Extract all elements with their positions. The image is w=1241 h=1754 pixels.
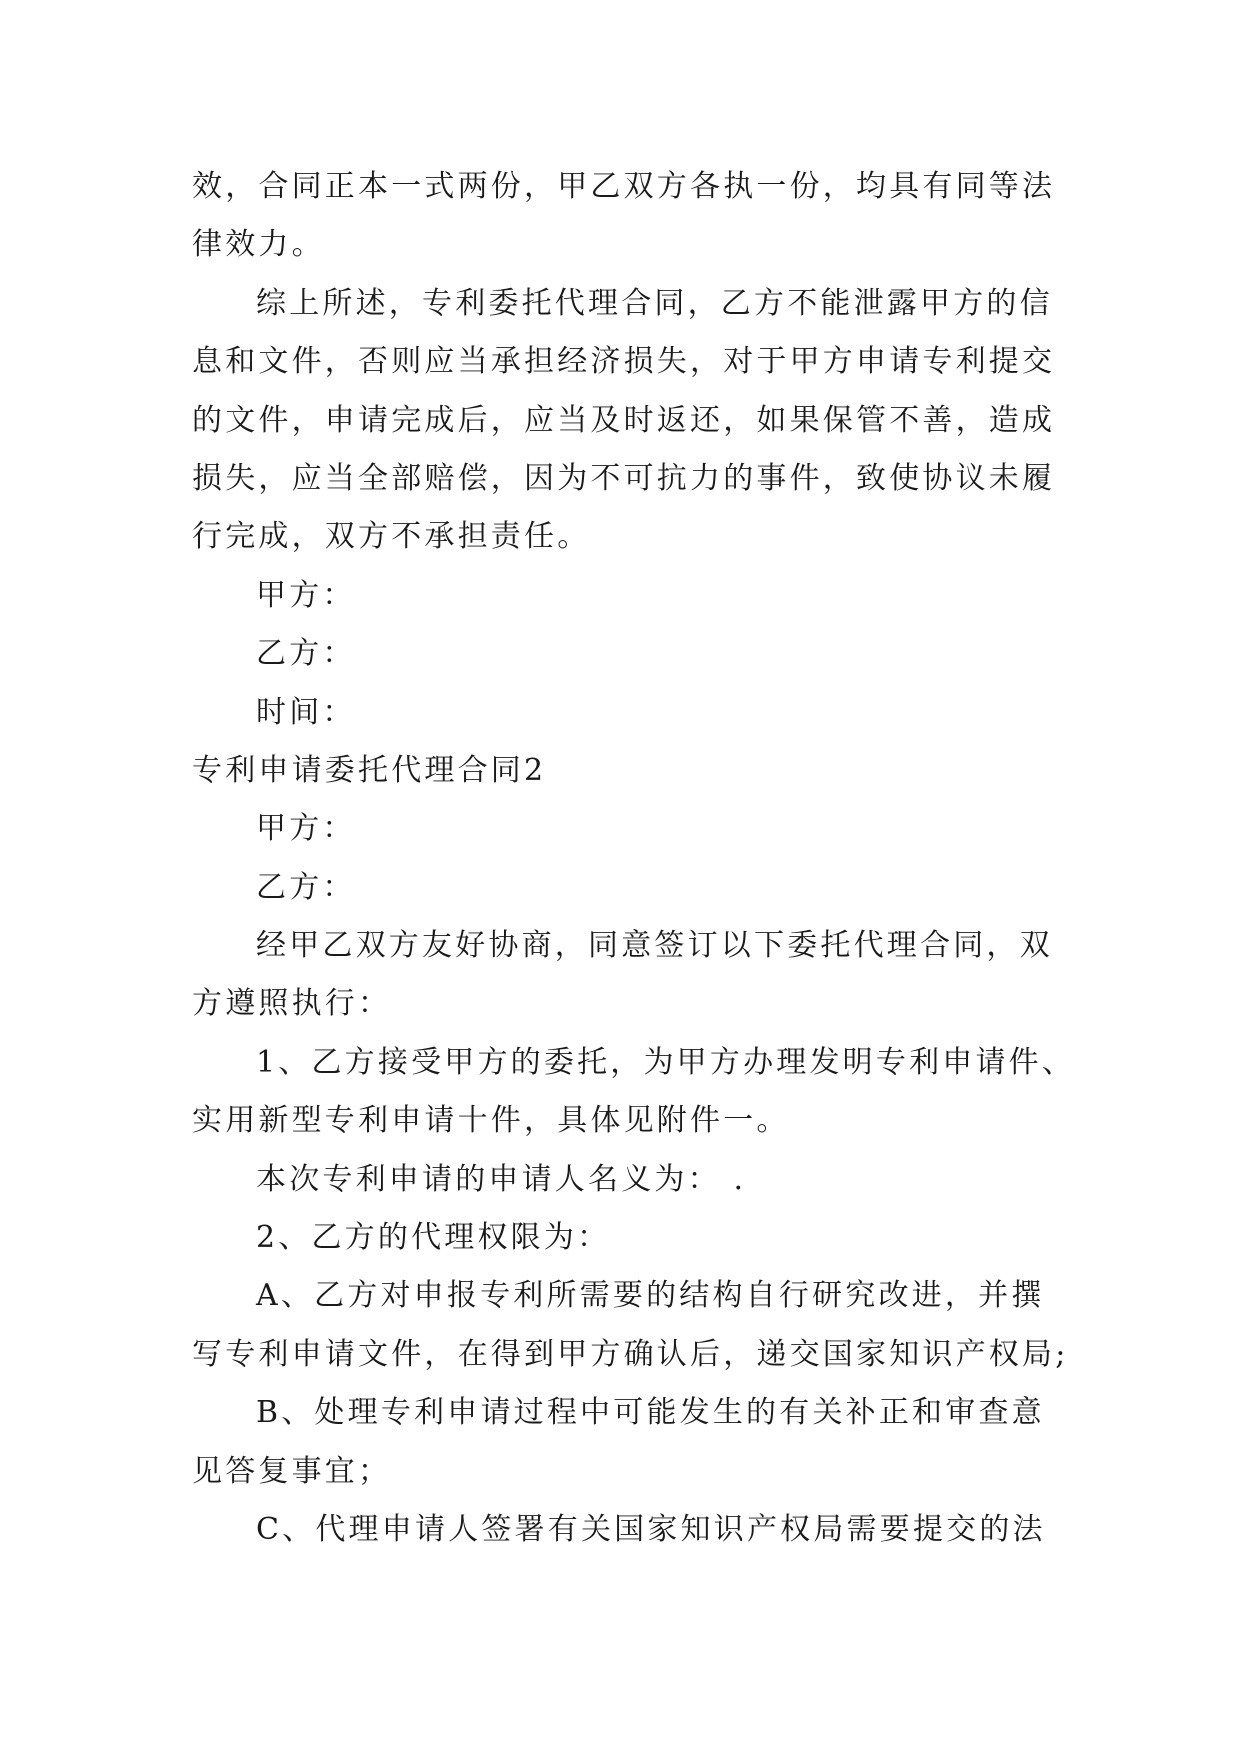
document-body <box>192 158 1076 1559</box>
party-a-label: 甲方： <box>256 811 356 847</box>
party-b-label: 乙方： <box>256 636 356 672</box>
text-line: 经甲乙双方友好协商，同意签订以下委托代理合同，双 <box>256 928 1053 964</box>
clause-2c: C、代理申请人签署有关国家知识产权局需要提交的法 <box>256 1511 1046 1547</box>
text-line: 律效力。 <box>192 227 325 263</box>
text-line: 损失，应当全部赔偿，因为不可抗力的事件，致使协议未履 <box>192 460 1056 496</box>
party-a-label: 甲方： <box>256 577 356 613</box>
text-line: 实用新型专利申请十件，具体见附件一。 <box>192 1103 790 1139</box>
section-title: 专利申请委托代理合同2 <box>192 752 547 788</box>
text-line: 效，合同正本一式两份，甲乙双方各执一份，均具有同等法 <box>192 169 1056 204</box>
text-line: 综上所述，专利委托代理合同，乙方不能泄露甲方的信 <box>256 285 1053 321</box>
text-line: 的文件，申请完成后，应当及时返还，如果保管不善，造成 <box>192 402 1056 438</box>
date-label: 时间： <box>256 694 356 730</box>
clause-1: 1、乙方接受甲方的委托，为甲方办理发明专利申请件、 <box>256 1044 1076 1080</box>
text-line: 本次专利申请的申请人名义为： . <box>256 1161 747 1197</box>
text-line: 行完成，双方不承担责任。 <box>192 519 591 555</box>
party-b-label: 乙方： <box>256 869 356 905</box>
text-line: 写专利申请文件，在得到甲方确认后，递交国家知识产权局; <box>192 1336 1069 1372</box>
text-line: 见答复事宜； <box>192 1453 392 1489</box>
text-line: 息和文件，否则应当承担经济损失，对于甲方申请专利提交 <box>192 344 1056 380</box>
text-line: 方遵照执行： <box>192 986 392 1022</box>
clause-2a: A、乙方对申报专利所需要的结构自行研究改进，并撰 <box>256 1278 1045 1314</box>
clause-2b: B、处理专利申请过程中可能发生的有关补正和审查意 <box>256 1395 1045 1431</box>
clause-2: 2、乙方的代理权限为： <box>256 1220 611 1256</box>
